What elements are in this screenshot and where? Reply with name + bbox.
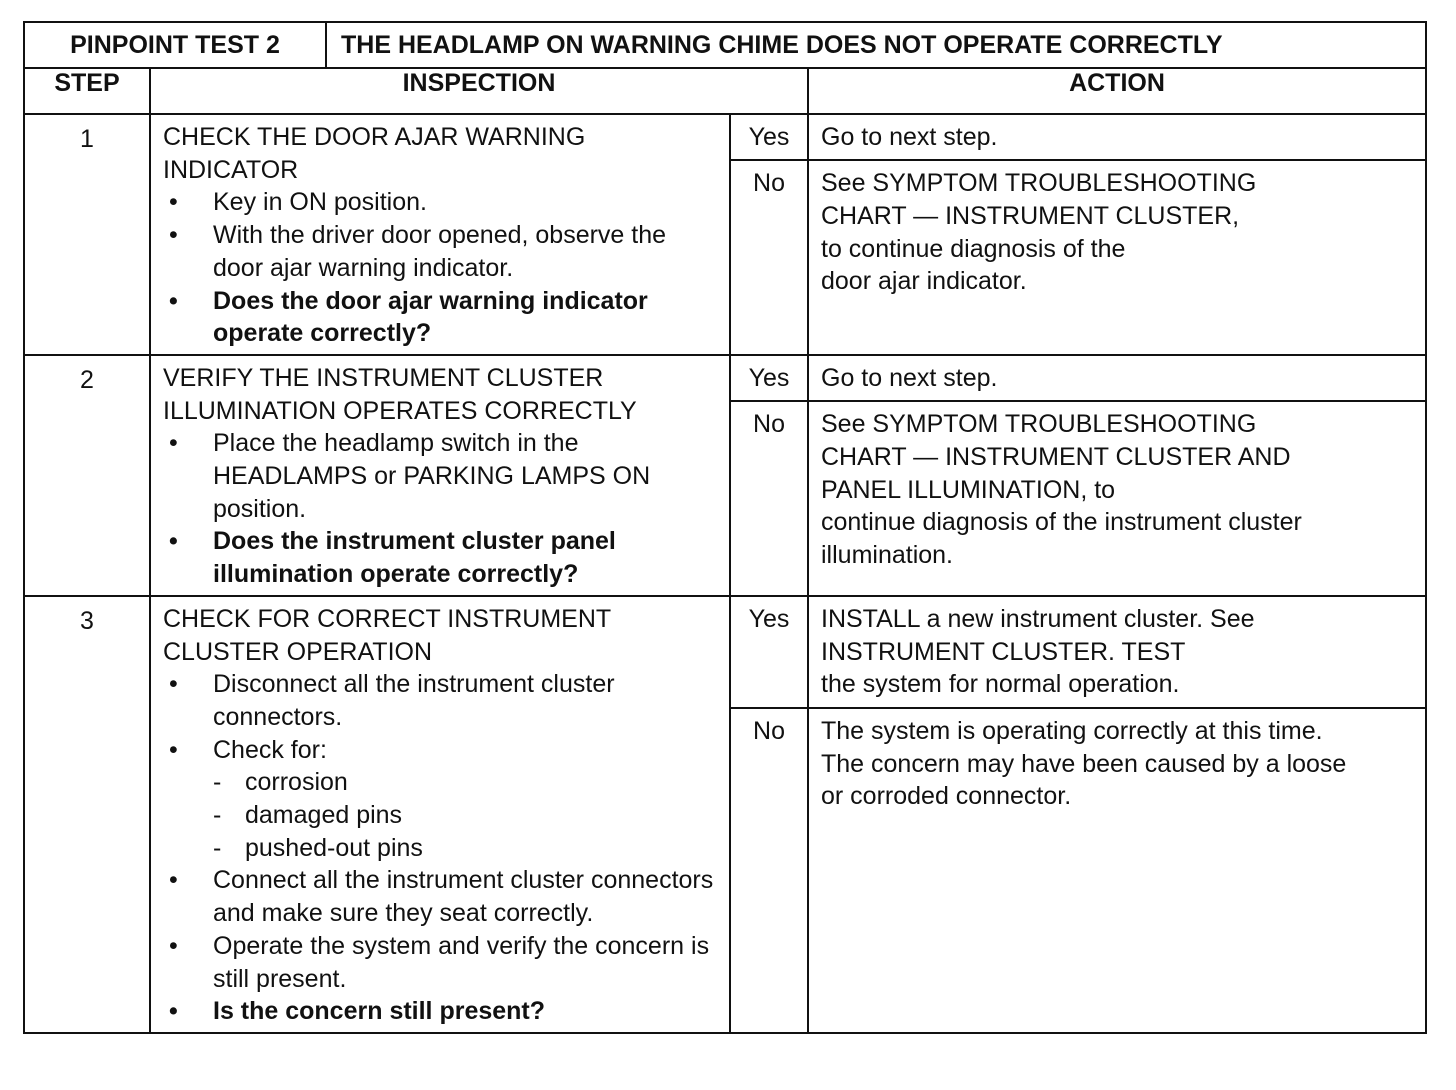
bullet-item: • Place the headlamp switch in the HEADLAMPS or PARKING LAMPS ON position. [163,427,719,525]
inspection-title: VERIFY THE INSTRUMENT CLUSTER ILLUMINATION OPERATES CORRECTLY [163,363,637,425]
inspection-cell [150,114,730,355]
test-title: THE HEADLAMP ON WARNING CHIME DOES NOT OPERATE CORRECTLY [341,30,1223,59]
inspection-cell [150,596,730,1033]
inspection-cell [150,355,730,596]
step-row-3-yes [24,596,1426,708]
bullet-item: • Disconnect all the instrument cluster connectors. [163,668,719,733]
sub-item: - corrosion [163,766,719,799]
no-label: No [730,160,808,355]
step-number: 1 [24,114,150,355]
no-label: No [730,401,808,596]
inspection-bullets [163,668,719,1028]
sub-item: - pushed-out pins [163,832,719,865]
inspection-title: CHECK FOR CORRECT INSTRUMENT CLUSTER OPERATION [163,604,612,666]
bullet-question: • Does the door ajar warning indicator operate correctly? [163,285,719,350]
yes-action: Go to next step. [808,355,1426,401]
inspection-column-header: INSPECTION [150,68,808,114]
inspection-bullets [163,427,719,591]
bullet-question: • Does the instrument cluster panel illumination operate correctly? [163,525,719,590]
step-number: 2 [24,355,150,596]
step-row-1-yes [24,114,1426,160]
inspection-title: CHECK THE DOOR AJAR WARNING INDICATOR [163,123,586,184]
test-label: PINPOINT TEST 2 [25,23,326,67]
column-header-row [24,68,1426,114]
bullet-item: • Connect all the instrument cluster connectors and make sure they seat correctly. [163,864,719,929]
no-action: See SYMPTOM TROUBLESHOOTING CHART — INSTRUMENT CLUSTER AND PANEL ILLUMINATION, to continue diagnosis of the instrument cluster illumination. [808,401,1426,596]
no-action: The system is operating correctly at this time. The concern may have been caused by a loose or corroded connector. [808,708,1426,1033]
bullet-item: • With the driver door opened, observe the door ajar warning indicator. [163,219,719,284]
sub-item: - damaged pins [163,799,719,832]
inspection-bullets [163,186,719,350]
yes-action: Go to next step. [808,114,1426,160]
yes-action: INSTALL a new instrument cluster. See INSTRUMENT CLUSTER. TEST the system for normal operation. [808,596,1426,708]
step-number: 3 [24,596,150,1033]
test-header-row [24,22,1426,68]
pinpoint-test-table [23,21,1427,1034]
bullet-item: • Key in ON position. [163,186,719,219]
bullet-question: • Is the concern still present? [163,995,719,1028]
bullet-item: • Operate the system and verify the concern is still present. [163,930,719,995]
yes-label: Yes [730,596,808,708]
step-column-header: STEP [24,68,150,114]
yes-label: Yes [730,355,808,401]
action-column-header: ACTION [808,68,1426,114]
pinpoint-test-sheet [23,21,1425,1034]
step-row-2-yes [24,355,1426,401]
no-action: See SYMPTOM TROUBLESHOOTING CHART — INSTRUMENT CLUSTER, to continue diagnosis of the door ajar indicator. [808,160,1426,355]
yes-label: Yes [730,114,808,160]
no-label: No [730,708,808,1033]
bullet-item: • Check for: [163,734,719,767]
